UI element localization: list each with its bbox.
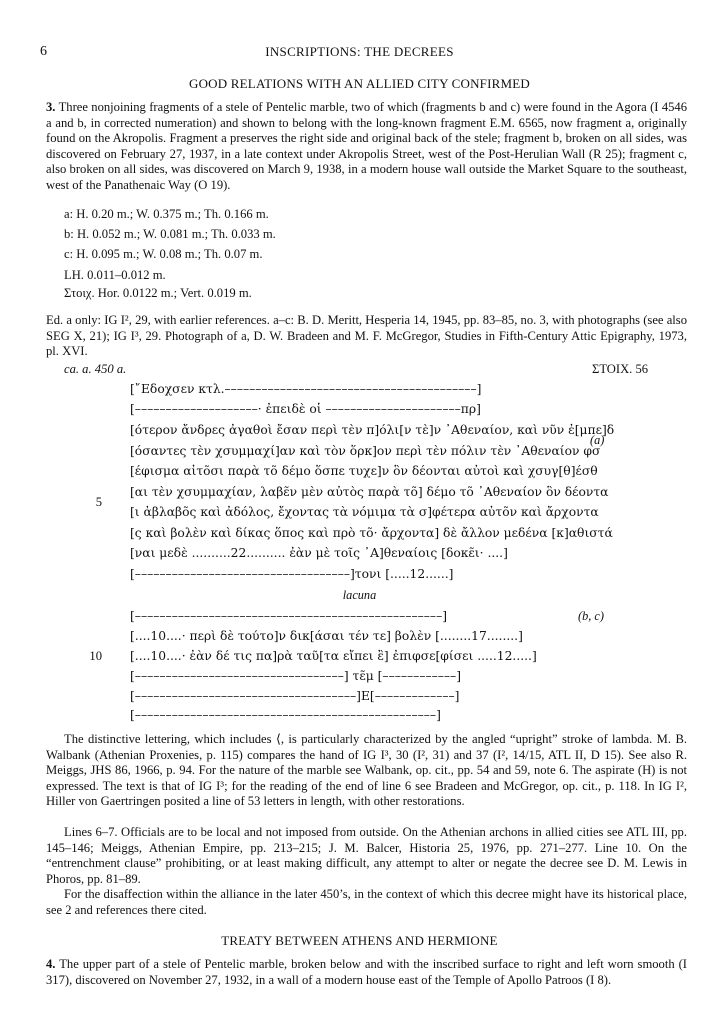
running-head: INSCRIPTIONS: THE DECREES [265, 44, 454, 59]
inscription-line: [῎Εδοχσεν κτλ.–––––––––––––––––––––––––––––––––––––––––] [130, 382, 482, 396]
section-title-2: TREATY BETWEEN ATHENS AND HERMIONE [221, 933, 498, 948]
section-title-1: GOOD RELATIONS WITH AN ALLIED CITY CONFIRMED [188, 76, 530, 91]
commentary-paragraph-1: The distinctive lettering, which includes ⟨, is particularly characterized by the angled “upright” stroke of lambda. M. B. Walbank (Athenian Proxenies, p. 115) compares the hand of IG I³, 30 (I², 31) and 37 (I², 14/15, ATL II, D 15). See also R. Meiggs, JHS 86, 1966, p. 94. For the nature of the marble see Walbank, op. cit., pp. 54 and 59, note 6. The aspirate (H) is not expressed. The text is that of IG I³; for the reading of the end of line 6 see Bradeen and McGregor, op. cit., p. 118. In IG I², Hiller von Gaertringen posited a line of 53 letters in length, with other restorations. [46, 732, 687, 808]
inscription-line: [ι ἀβλαβõς καὶ ἀδόλος, ἔχοντας τὰ νόμιμα τὰ σ]φέτερα αὐτõν καὶ ἄρχοντα [130, 505, 599, 519]
fragment-bc-label: (b, c) [578, 609, 604, 623]
line-number-10: 10 [89, 649, 102, 663]
letter-height: LH. 0.011–0.012 m. [64, 268, 166, 282]
item-4-description [46, 957, 687, 988]
item-3-description [46, 100, 687, 193]
inscription-line: [....10....· ἐὰν δέ τις πα]ρὰ ταῦ[τα εἴπει ἒ] ἐπιφσε[φίσει .....12.....] [130, 649, 537, 663]
dimension-b: b: H. 0.052 m.; W. 0.081 m.; Th. 0.033 m. [64, 227, 276, 241]
fragment-a-label: (a) [590, 433, 605, 447]
inscription-line: [––––––––––––––––––––––––––––––––––] τε̃μ [––––––––––––] [130, 669, 462, 683]
inscription-line: [ότερον ἄνδρες ἀγαθοὶ ἔσαν περὶ τὲν π]όλι[ν τὲ]ν ᾽Αθεναίον, καὶ νῦν ἐ[μπε]δ [130, 423, 615, 437]
commentary-paragraph-2: Lines 6–7. Officials are to be local and not imposed from outside. On the Athenian archons in allied cities see ATL III, pp. 145–146; Meiggs, Athenian Empire, pp. 213–215; J. M. Balcer, Historia 25, 1976, pp. 271–277. Line 10. On the “entrenchment clause” prohibiting, or at least making difficult, any attempt to alter or negate the decree see D. M. Lewis in Phoros, pp. 81–89. [46, 825, 687, 886]
inscription-line: [ναι μεδὲ ..........22.......... ἐὰν μὲ τοῖς ᾽Α]θεναίοις [δοκε̃ι· ....] [130, 546, 508, 560]
inscription-line: [––––––––––––––––––––––––––––––––––––––––––––––––––] [130, 609, 448, 623]
date-label: ca. a. 450 a. [64, 362, 127, 376]
editions: Ed. a only: IG I², 29, with earlier references. a–c: B. D. Meritt, Hesperia 14, 1945, pp. 83–85, no. 3, with photographs (see also SEG X, 21); IG I³, 29. Photograph of a, D. W. Bradeen and M. F. McGregor, Studies in Fifth-Century Attic Epigraphy, 1973, pl. XVI. [46, 313, 687, 358]
dimension-a: a: H. 0.20 m.; W. 0.375 m.; Th. 0.166 m. [64, 207, 269, 221]
inscription-line: [–––––––––––––––––––––––––––––––––––––––––––––––––] [130, 708, 441, 722]
inscription-line: [––––––––––––––––––––––––––––––––––––]Ε[–––––––––––––] [130, 689, 460, 703]
inscription-line: [ς καὶ βολὲν καὶ δίκας ὅπος καὶ πρὸ τõ· ἄρχοντα] δὲ ἄλλον μεδένα [κ]αθιστά [130, 526, 613, 540]
stoichedon-spacing: Στοιχ. Hor. 0.0122 m.; Vert. 0.019 m. [64, 286, 252, 300]
item-4-text: The upper part of a stele of Pentelic marble, broken below and with the inscribed surface to right and left worn smooth (I 317), discovered on November 27, 1932, in a wall of a modern house east of the Temple of Apollo Patroos (I 8). [46, 957, 687, 987]
page-number: 6 [40, 44, 47, 59]
inscription-line: [....10....· περὶ δὲ τούτο]ν δικ[άσαι τέν τε] βολὲν [........17........] [130, 629, 523, 643]
lacuna-label: lacuna [342, 588, 377, 602]
item-3-number: 3. [46, 100, 56, 114]
inscription-line: [έφισμα αἰτõσι παρὰ τõ δέμο ὅσπε τυχε]ν ὃν δέονται αὐτοὶ καὶ χσυγ[θ]έσθ [130, 464, 598, 478]
stoichedon-count: ΣΤΟΙΧ. 56 [592, 362, 649, 376]
commentary-paragraph-3: For the disaffection within the alliance in the later 450’s, in the context of which this decree might have its historical place, see 2 and references there cited. [46, 887, 687, 917]
dimension-c: c: H. 0.095 m.; W. 0.08 m.; Th. 0.07 m. [64, 247, 263, 261]
inscription-line: [––––––––––––––––––––· ἐπειδὲ οἱ ––––––––––––––––––––––πρ] [130, 402, 481, 416]
inscription-line: [αι τὲν χσυμμαχίαν, λαβε̃ν μὲν αὐτὸς παρὰ τõ] δέμο τõ ᾽Αθεναίον ὃν δέοντα [130, 485, 609, 499]
item-4-number: 4. [46, 957, 56, 971]
item-3-text: Three nonjoining fragments of a stele of Pentelic marble, two of which (fragments b and c) were found in the Agora (I 4546 a and b, in corrected numeration) and shown to belong with the long-known fragment E.M. 6565, now fragment a, originally found on the Akropolis. Fragment a preserves the right side and original back of the stele; fragment b, broken on all sides, was discovered on February 27, 1937, in a late context under Akropolis Street, west of the Post-Herulian Wall (R 25); fragment c, also broken on all sides, was discovered on March 9, 1938, in a modern house wall outside the Market Square to the southeast, west of the Panathenaic Way (O 19). [46, 100, 688, 192]
inscription-line: [–––––––––––––––––––––––––––––––––––]τονι [.....12......] [130, 567, 454, 581]
inscription-line: [όσαντες τὲν χσυμμαχί]αν καὶ τὸν ὅρκ]ον περὶ τὲν πόλιν τὲν ᾽Αθεναίον φσ [130, 444, 601, 458]
line-number-5: 5 [95, 495, 102, 509]
